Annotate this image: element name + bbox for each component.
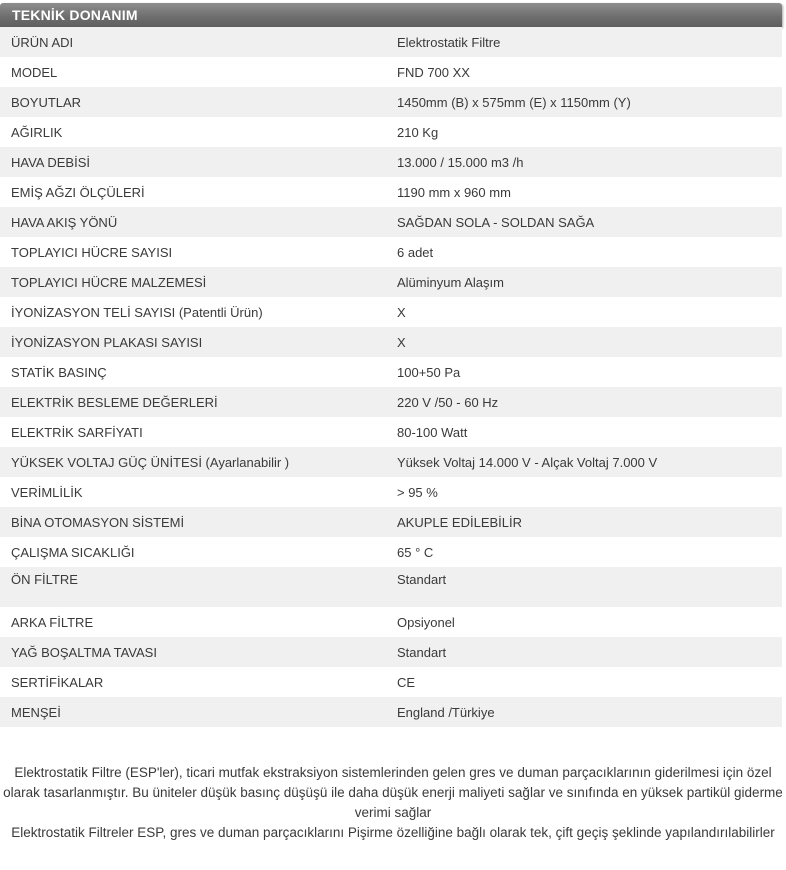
spec-title: TEKNİK DONANIM <box>12 7 138 23</box>
spec-row-dimensions <box>0 87 782 117</box>
spec-row-collector-cell-count <box>0 237 782 267</box>
spec-row-collector-cell-material <box>0 267 782 297</box>
description-paragraph: Elektrostatik Filtreler ESP, gres ve duman parçacıklarını Pişirme özelliğine bağlı olarak tek, çift geçiş şeklinde yapılandırılabilirler <box>11 825 775 840</box>
spec-label: YAĞ BOŞALTMA TAVASI <box>11 644 157 660</box>
spec-row-ionization-plate-count <box>0 327 782 357</box>
spec-label: SERTİFİKALAR <box>11 674 104 690</box>
spec-value: X <box>397 334 406 350</box>
spec-value: Opsiyonel <box>397 614 455 630</box>
spec-label: ÇALIŞMA SICAKLIĞI <box>11 544 135 560</box>
spec-row-air-flow-direction <box>0 207 782 237</box>
spec-value: England /Türkiye <box>397 704 495 720</box>
spec-row-power-consumption <box>0 417 782 447</box>
spec-row-post-filter <box>0 607 782 637</box>
spec-label: ÖN FİLTRE <box>11 572 78 587</box>
product-description <box>0 763 786 843</box>
spec-row-model <box>0 57 782 87</box>
spec-row-certificates <box>0 667 782 697</box>
spec-row-power-supply <box>0 387 782 417</box>
spec-value: 100+50 Pa <box>397 364 461 380</box>
spec-value: 1450mm (B) x 575mm (E) x 1150mm (Y) <box>397 94 631 110</box>
spec-row-weight <box>0 117 782 147</box>
spec-value: 220 V /50 - 60 Hz <box>397 394 499 410</box>
spec-value: Elektrostatik Filtre <box>397 34 501 50</box>
spec-value: FND 700 XX <box>397 64 470 80</box>
spec-value: 65 ° C <box>397 544 434 560</box>
spec-value: 13.000 / 15.000 m3 /h <box>397 154 524 170</box>
spec-value: > 95 % <box>397 484 438 500</box>
spec-row-efficiency <box>0 477 782 507</box>
spec-row-intake-dimensions <box>0 177 782 207</box>
spec-row-high-voltage-unit <box>0 447 782 477</box>
spec-label: HAVA DEBİSİ <box>11 154 90 170</box>
spec-label: HAVA AKIŞ YÖNÜ <box>11 214 118 230</box>
spec-label: İYONİZASYON PLAKASI SAYISI <box>11 334 203 350</box>
spec-value: Standart <box>397 572 447 587</box>
spec-row-static-pressure <box>0 357 782 387</box>
spec-value: 6 adet <box>397 244 434 260</box>
spec-row-building-automation <box>0 507 782 537</box>
spec-value: SAĞDAN SOLA - SOLDAN SAĞA <box>397 214 595 230</box>
spec-value: AKUPLE EDİLEBİLİR <box>397 514 522 530</box>
spec-row-product-name <box>0 27 782 57</box>
spec-row-pre-filter <box>0 567 782 607</box>
spec-row-origin <box>0 697 782 727</box>
spec-value: Yüksek Voltaj 14.000 V - Alçak Voltaj 7.000 V <box>397 454 658 470</box>
spec-row-operating-temperature <box>0 537 782 567</box>
spec-label: YÜKSEK VOLTAJ GÜÇ ÜNİTESİ (Ayarlanabilir ) <box>11 454 290 470</box>
spec-value: Standart <box>397 644 447 660</box>
spec-value: X <box>397 304 406 320</box>
spec-label: VERİMLİLİK <box>11 484 83 500</box>
spec-value: CE <box>397 674 416 690</box>
spec-header <box>0 3 782 27</box>
spec-value: 210 Kg <box>397 124 439 140</box>
spec-label: MENŞEİ <box>11 704 61 720</box>
spec-value: 80-100 Watt <box>397 424 468 440</box>
spec-row-ionization-wire-count <box>0 297 782 327</box>
spec-value: Alüminyum Alaşım <box>397 274 504 290</box>
spec-label: BOYUTLAR <box>11 94 82 110</box>
spec-label: İYONİZASYON TELİ SAYISI (Patentli Ürün) <box>11 304 263 320</box>
spec-label: EMİŞ AĞZI ÖLÇÜLERİ <box>11 184 145 200</box>
spec-row-grease-tray <box>0 637 782 667</box>
spec-label: TOPLAYICI HÜCRE MALZEMESİ <box>11 274 207 290</box>
spec-label: MODEL <box>11 64 58 80</box>
description-paragraph: Elektrostatik Filtre (ESP'ler), ticari mutfak ekstraksiyon sistemlerinden gelen gres ve duman parçacıklarının giderilmesi için özel olarak tasarlanmıştır. Bu üniteler düşük basınç düşüşü ile daha düşük enerji maliyeti sağlar ve sınıfında en yüksek partikül giderme verimi sağlar <box>3 765 783 820</box>
spec-label: ARKA FİLTRE <box>11 614 94 630</box>
spec-label: TOPLAYICI HÜCRE SAYISI <box>11 244 173 260</box>
spec-label: AĞIRLIK <box>11 124 63 140</box>
spec-value: 1190 mm x 960 mm <box>397 184 511 200</box>
spec-table <box>0 27 782 727</box>
spec-label: ELEKTRİK BESLEME DEĞERLERİ <box>11 394 218 410</box>
spec-label: STATİK BASINÇ <box>11 364 107 380</box>
spec-label: ÜRÜN ADI <box>11 34 74 50</box>
spec-row-air-flow <box>0 147 782 177</box>
spec-label: ELEKTRİK SARFİYATI <box>11 424 143 440</box>
spec-label: BİNA OTOMASYON SİSTEMİ <box>11 514 185 530</box>
